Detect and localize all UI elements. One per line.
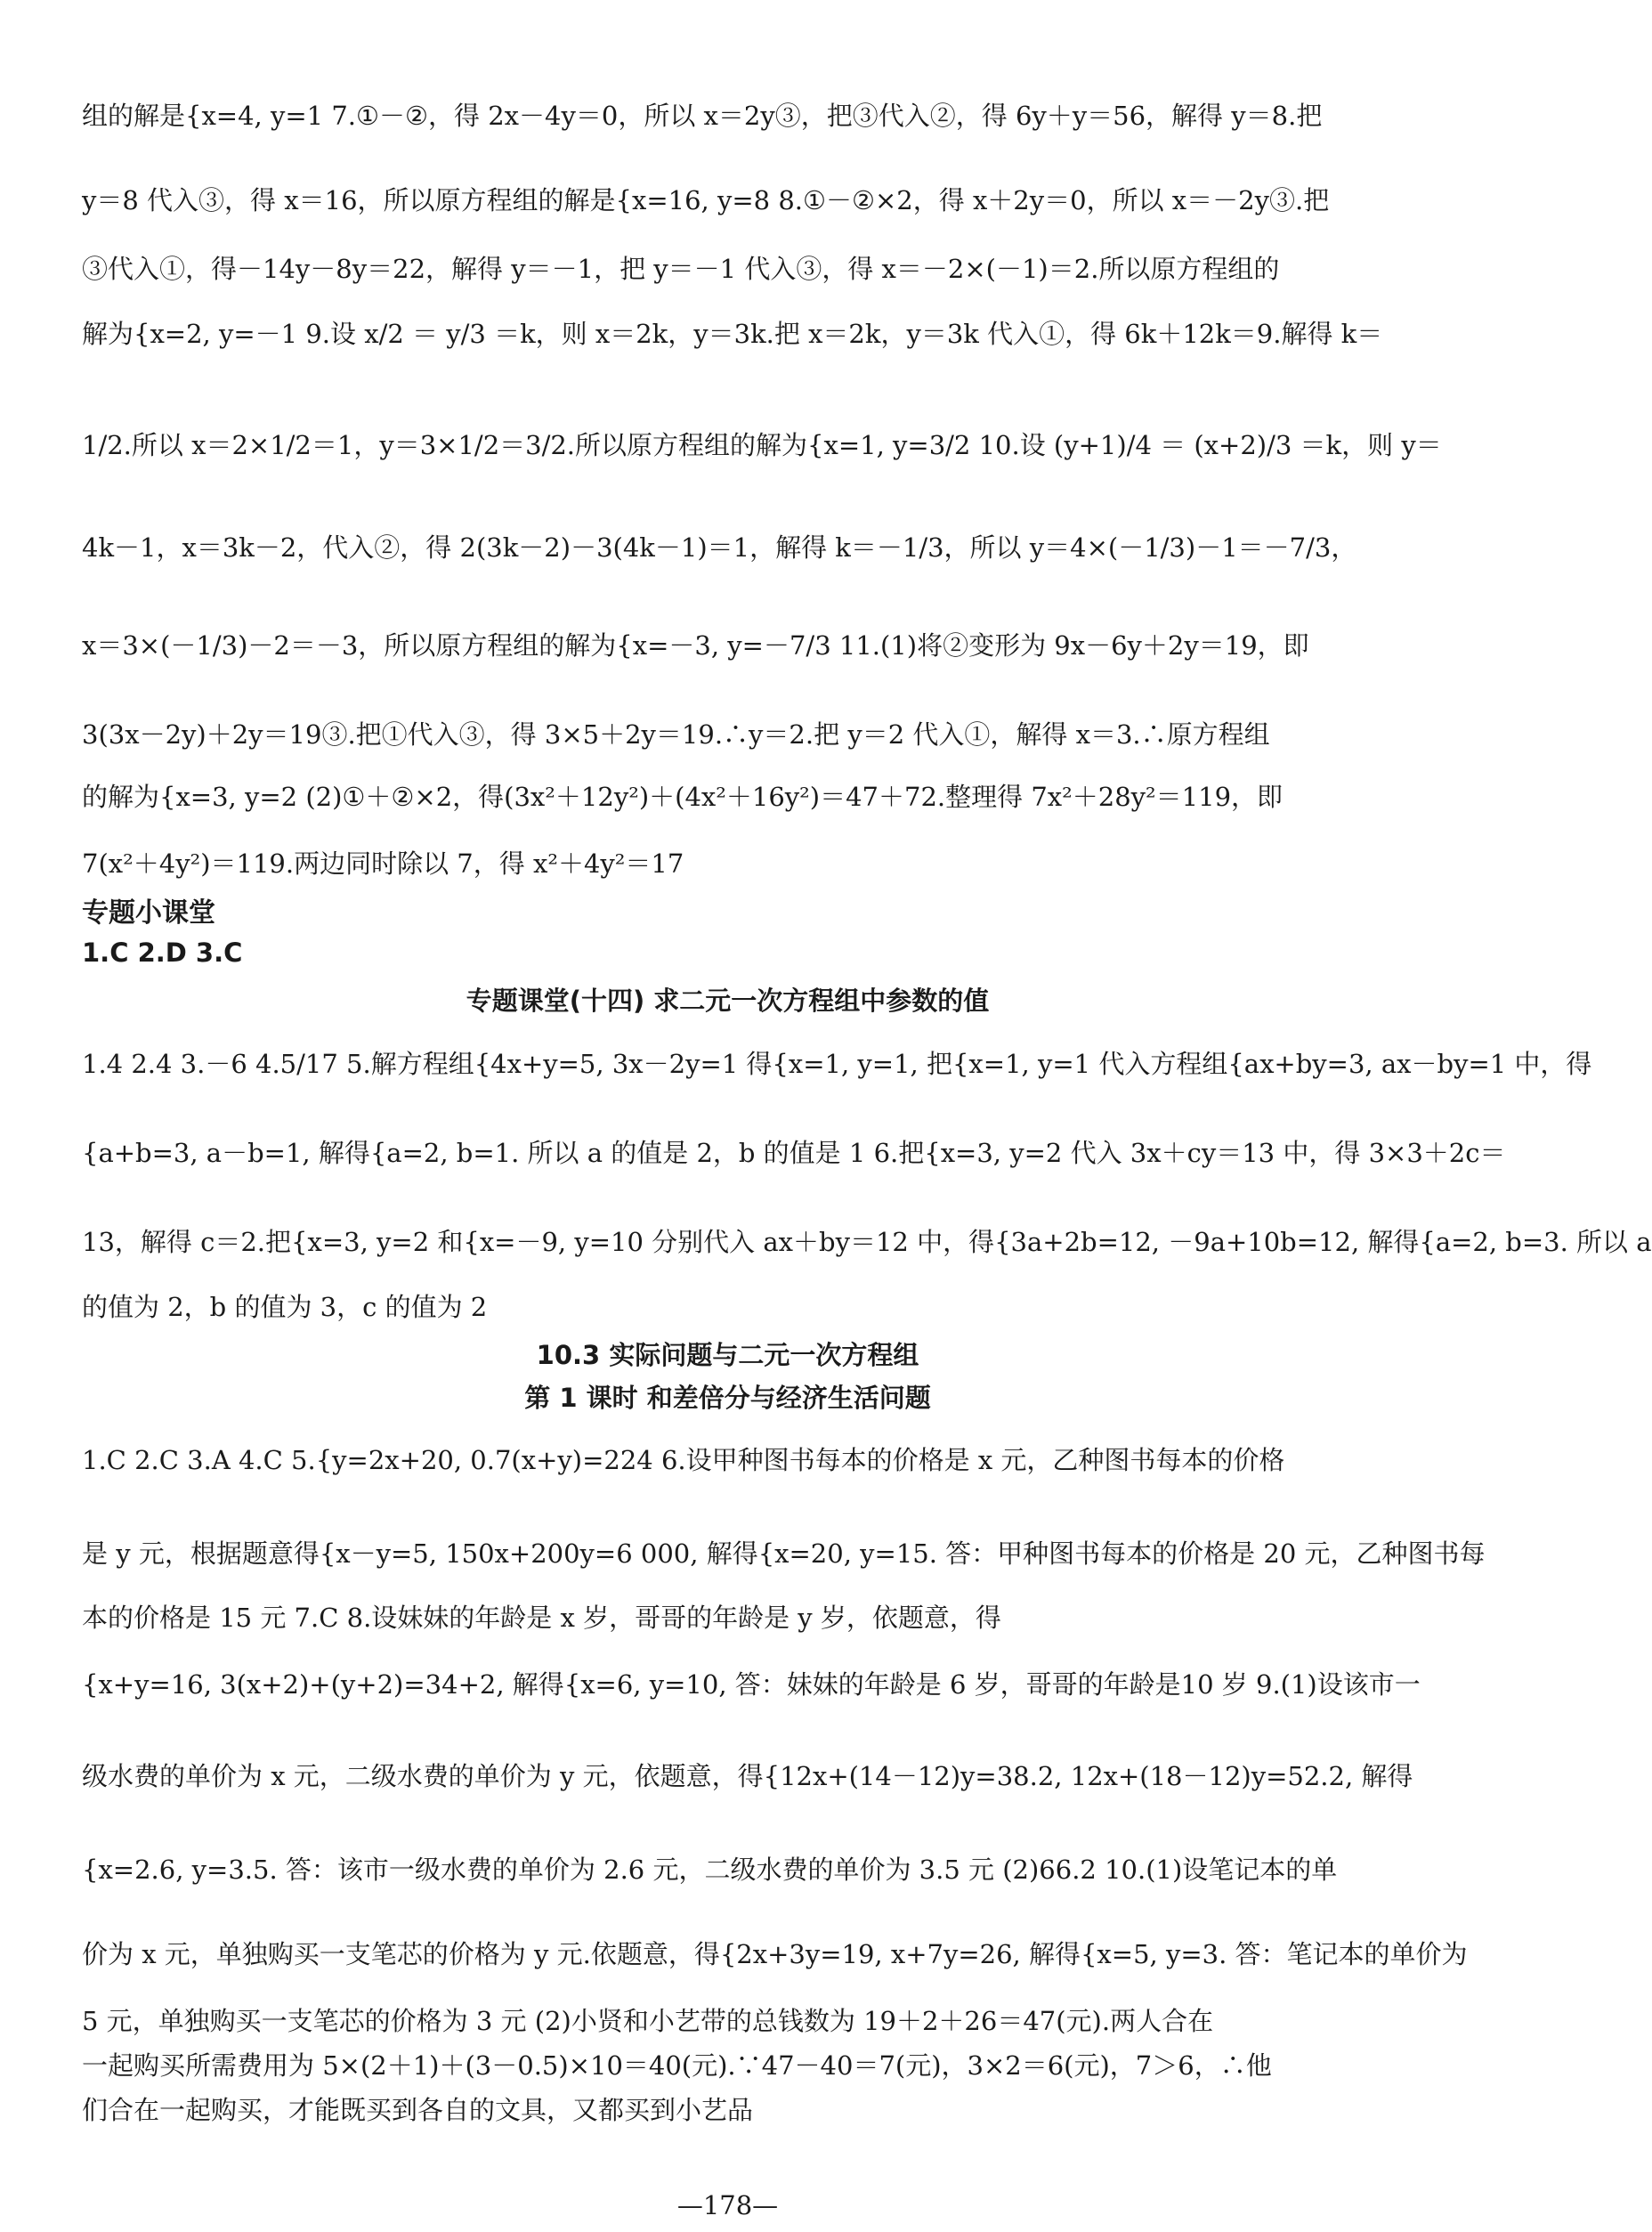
section-subtitle: 第 1 课时 和差倍分与经济生活问题 — [524, 1383, 931, 1413]
text-line: 的解为{x=3, y=2 (2)①＋②×2，得(3x²＋12y²)＋(4x²＋16y²)＝47＋72.整理得 7x²＋28y²＝119，即 — [82, 782, 1284, 812]
text-line: 解为{x=2, y=－1 9.设 x/2 ＝ y/3 ＝k，则 x＝2k，y＝3k.把 x＝2k，y＝3k 代入①，得 6k＋12k＝9.解得 k＝ — [82, 319, 1383, 349]
text-line: {a+b=3, a－b=1, 解得{a=2, b=1. 所以 a 的值是 2，b 的值是 1 6.把{x=3, y=2 代入 3x＋cy＝13 中，得 3×3＋2c＝ — [82, 1138, 1506, 1168]
text-line: 5 元，单独购买一支笔芯的价格为 3 元 (2)小贤和小艺带的总钱数为 19＋2＋26＝47(元).两人合在 — [82, 2006, 1214, 2036]
text-line: 级水费的单价为 x 元，二级水费的单价为 y 元，依题意，得{12x+(14－12)y=38.2, 12x+(18－12)y=52.2, 解得 — [82, 1761, 1413, 1791]
text-line: 1.C 2.C 3.A 4.C 5.{y=2x+20, 0.7(x+y)=224 6.设甲种图书每本的价格是 x 元，乙种图书每本的价格 — [82, 1445, 1285, 1475]
text-line: x＝3×(－1/3)－2＝－3，所以原方程组的解为{x=－3, y=－7/3 11.(1)将②变形为 9x－6y＋2y＝19，即 — [82, 630, 1309, 661]
text-line: 3(3x－2y)＋2y＝19③.把①代入③，得 3×5＋2y＝19.∴y＝2.把 y＝2 代入①，解得 x＝3.∴原方程组 — [82, 719, 1270, 750]
text-line: 本的价格是 15 元 7.C 8.设妹妹的年龄是 x 岁，哥哥的年龄是 y 岁，依题意，得 — [82, 1603, 1001, 1633]
text-line: 4k－1，x＝3k－2，代入②，得 2(3k－2)－3(4k－1)＝1，解得 k＝－1/3，所以 y＝4×(－1/3)－1＝－7/3， — [82, 532, 1357, 563]
text-line: 13，解得 c＝2.把{x=3, y=2 和{x=－9, y=10 分别代入 ax＋by＝12 中，得{3a+2b=12, －9a+10b=12, 解得{a=2, b=3. 所以 a — [82, 1227, 1652, 1257]
page-number: —178— — [676, 2190, 779, 2220]
section-title: 10.3 实际问题与二元一次方程组 — [536, 1340, 919, 1370]
text-line: 7(x²＋4y²)＝119.两边同时除以 7，得 x²＋4y²＝17 — [82, 848, 684, 879]
text-line: ③代入①，得－14y－8y＝22，解得 y＝－1，把 y＝－1 代入③，得 x＝－2×(－1)＝2.所以原方程组的 — [82, 254, 1280, 284]
text-line: 们合在一起购买，才能既买到各自的文具，又都买到小艺品 — [82, 2095, 754, 2125]
text-line: 1/2.所以 x＝2×1/2＝1，y＝3×1/2＝3/2.所以原方程组的解为{x=1, y=3/2 10.设 (y+1)/4 ＝ (x+2)/3 ＝k，则 y＝ — [82, 430, 1442, 460]
text-line: 是 y 元，根据题意得{x－y=5, 150x+200y=6 000, 解得{x=20, y=15. 答：甲种图书每本的价格是 20 元，乙种图书每 — [82, 1538, 1486, 1569]
text-line: {x+y=16, 3(x+2)+(y+2)=34+2, 解得{x=6, y=10, 答：妹妹的年龄是 6 岁，哥哥的年龄是10 岁 9.(1)设该市一 — [82, 1669, 1421, 1700]
text-line: 价为 x 元，单独购买一支笔芯的价格为 y 元.依题意，得{2x+3y=19, x+7y=26, 解得{x=5, y=3. 答：笔记本的单价为 — [82, 1939, 1468, 1969]
text-line: 组的解是{x=4, y=1 7.①－②，得 2x－4y＝0，所以 x＝2y③，把③代入②，得 6y＋y＝56，解得 y＝8.把 — [82, 101, 1323, 131]
text-line: y＝8 代入③，得 x＝16，所以原方程组的解是{x=16, y=8 8.①－②×2，得 x＋2y＝0，所以 x＝－2y③.把 — [82, 185, 1330, 215]
text-line: 1.4 2.4 3.－6 4.5/17 5.解方程组{4x+y=5, 3x－2y=1 得{x=1, y=1, 把{x=1, y=1 代入方程组{ax+by=3, ax－by=1 中，得 — [82, 1049, 1592, 1079]
answer-list: 1.C 2.D 3.C — [82, 937, 243, 968]
section-title: 专题课堂(十四) 求二元一次方程组中参数的值 — [466, 986, 990, 1016]
text-line: {x=2.6, y=3.5. 答：该市一级水费的单价为 2.6 元，二级水费的单价为 3.5 元 (2)66.2 10.(1)设笔记本的单 — [82, 1855, 1338, 1885]
text-line: 的值为 2，b 的值为 3，c 的值为 2 — [82, 1292, 488, 1322]
section-title: 专题小课堂 — [82, 897, 215, 929]
text-line: 一起购买所需费用为 5×(2＋1)＋(3－0.5)×10＝40(元).∵47－40＝7(元)，3×2＝6(元)，7＞6，∴他 — [82, 2050, 1272, 2081]
